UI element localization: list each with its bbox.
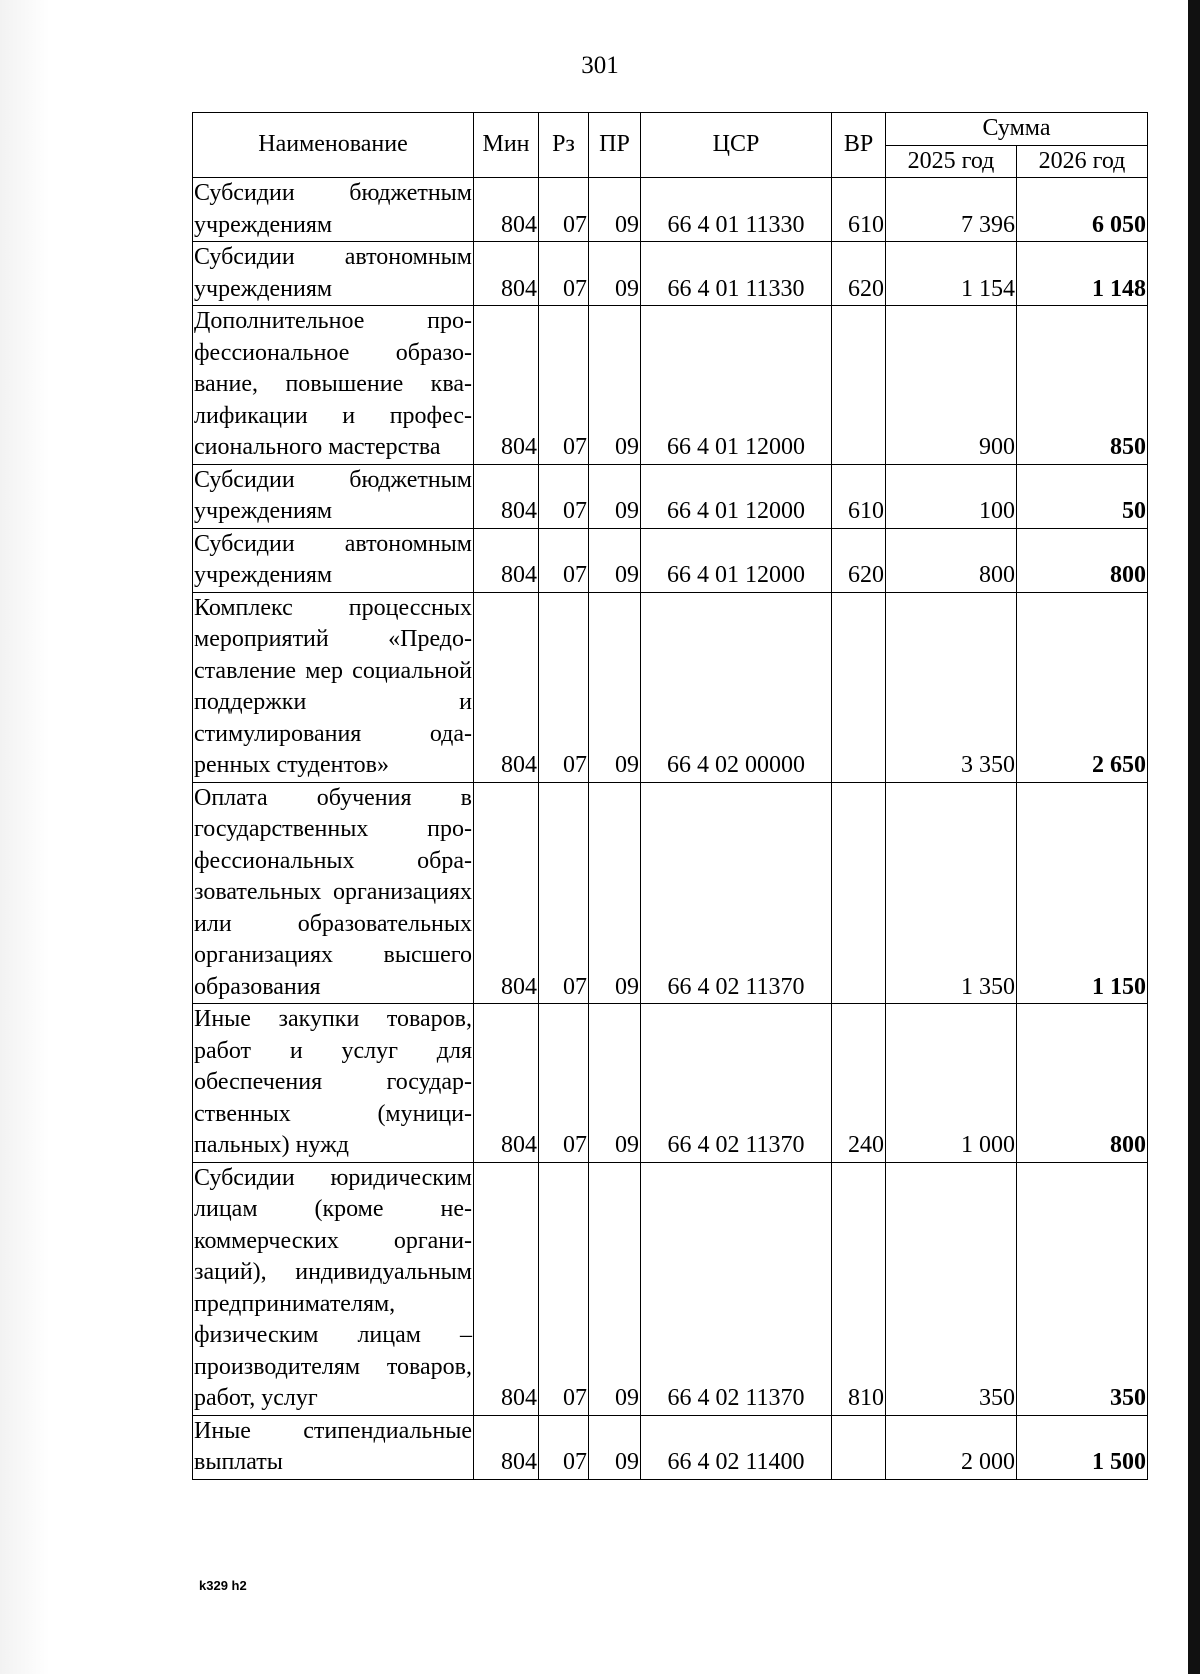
cell-2026: 2 650 [1017, 592, 1148, 782]
cell-min: 804 [474, 242, 539, 306]
cell-rz: 07 [539, 1162, 589, 1415]
header-name: Наименование [193, 113, 474, 178]
cell-vr [832, 1415, 886, 1479]
header-vr: ВР [832, 113, 886, 178]
page-number: 301 [581, 52, 619, 79]
cell-2025: 3 350 [886, 592, 1017, 782]
cell-csr: 66 4 02 11370 [641, 1004, 832, 1163]
cell-2025: 100 [886, 464, 1017, 528]
cell-pr: 09 [589, 782, 641, 1004]
cell-pr: 09 [589, 1415, 641, 1479]
scan-edge-bar [1188, 0, 1200, 1674]
table-row [193, 1004, 1148, 1163]
cell-2025: 1 154 [886, 242, 1017, 306]
cell-min: 804 [474, 464, 539, 528]
cell-rz: 07 [539, 528, 589, 592]
cell-pr: 09 [589, 592, 641, 782]
cell-vr: 810 [832, 1162, 886, 1415]
cell-2026: 850 [1017, 306, 1148, 465]
cell-2025: 2 000 [886, 1415, 1017, 1479]
cell-csr: 66 4 02 11370 [641, 1162, 832, 1415]
cell-vr: 620 [832, 242, 886, 306]
cell-2026: 350 [1017, 1162, 1148, 1415]
header-sum: Сумма [886, 113, 1148, 146]
cell-pr: 09 [589, 1004, 641, 1163]
scan-edge-shadow [0, 0, 50, 1674]
cell-name: Иные стипендиальные выплаты [193, 1415, 474, 1479]
table-row [193, 178, 1148, 242]
cell-name: Субсидии автономным учреждениям [193, 528, 474, 592]
cell-min: 804 [474, 306, 539, 465]
cell-vr [832, 782, 886, 1004]
cell-csr: 66 4 02 11400 [641, 1415, 832, 1479]
cell-vr [832, 592, 886, 782]
cell-name: Иные закупки товаров, работ и услуг для обеспечения государственных (муниципальных) нужд [193, 1004, 474, 1163]
cell-2026: 800 [1017, 1004, 1148, 1163]
cell-min: 804 [474, 592, 539, 782]
table-row [193, 1415, 1148, 1479]
cell-csr: 66 4 02 00000 [641, 592, 832, 782]
table-row [193, 782, 1148, 1004]
cell-pr: 09 [589, 1162, 641, 1415]
table-row [193, 1162, 1148, 1415]
cell-csr: 66 4 01 12000 [641, 528, 832, 592]
cell-csr: 66 4 01 12000 [641, 306, 832, 465]
header-2025: 2025 год [886, 145, 1017, 178]
cell-min: 804 [474, 178, 539, 242]
table-row [193, 306, 1148, 465]
cell-rz: 07 [539, 464, 589, 528]
cell-2026: 1 148 [1017, 242, 1148, 306]
cell-min: 804 [474, 1004, 539, 1163]
cell-min: 804 [474, 1415, 539, 1479]
cell-rz: 07 [539, 306, 589, 465]
header-pr: ПР [589, 113, 641, 178]
cell-2025: 800 [886, 528, 1017, 592]
cell-2026: 1 150 [1017, 782, 1148, 1004]
table-body [193, 178, 1148, 1480]
cell-pr: 09 [589, 178, 641, 242]
cell-csr: 66 4 02 11370 [641, 782, 832, 1004]
cell-name: Субсидии бюджетным учреждениям [193, 178, 474, 242]
cell-vr: 610 [832, 464, 886, 528]
cell-vr [832, 306, 886, 465]
header-csr: ЦСР [641, 113, 832, 178]
cell-rz: 07 [539, 242, 589, 306]
table-row [193, 242, 1148, 306]
cell-2026: 50 [1017, 464, 1148, 528]
cell-vr: 620 [832, 528, 886, 592]
cell-rz: 07 [539, 782, 589, 1004]
table-row [193, 528, 1148, 592]
cell-name: Субсидии автономным учреждениям [193, 242, 474, 306]
cell-csr: 66 4 01 11330 [641, 242, 832, 306]
cell-csr: 66 4 01 11330 [641, 178, 832, 242]
cell-pr: 09 [589, 464, 641, 528]
cell-name: Субсидии бюджетным учреждениям [193, 464, 474, 528]
cell-rz: 07 [539, 1004, 589, 1163]
cell-rz: 07 [539, 592, 589, 782]
cell-pr: 09 [589, 242, 641, 306]
cell-min: 804 [474, 1162, 539, 1415]
header-2026: 2026 год [1017, 145, 1148, 178]
header-min: Мин [474, 113, 539, 178]
cell-min: 804 [474, 528, 539, 592]
cell-pr: 09 [589, 528, 641, 592]
cell-2026: 800 [1017, 528, 1148, 592]
table-row [193, 464, 1148, 528]
cell-name: Оплата обучения в государственных профессиональных образовательных организациях или образовательных организациях высшего образования [193, 782, 474, 1004]
budget-table [192, 112, 1148, 1480]
footer-code: k329 h2 [199, 1578, 247, 1593]
table-header [193, 113, 1148, 178]
cell-2025: 350 [886, 1162, 1017, 1415]
cell-csr: 66 4 01 12000 [641, 464, 832, 528]
cell-name: Комплекс процессных мероприятий «Предоставление мер социальной поддержки и стимулирования одаренных студентов» [193, 592, 474, 782]
cell-rz: 07 [539, 1415, 589, 1479]
cell-min: 804 [474, 782, 539, 1004]
cell-name: Дополнительное профессиональное образование, повышение квалификации и профессионального мастерства [193, 306, 474, 465]
table-row [193, 592, 1148, 782]
cell-2025: 7 396 [886, 178, 1017, 242]
cell-2026: 6 050 [1017, 178, 1148, 242]
cell-2025: 1 350 [886, 782, 1017, 1004]
header-rz: Рз [539, 113, 589, 178]
cell-vr: 240 [832, 1004, 886, 1163]
cell-2025: 900 [886, 306, 1017, 465]
cell-rz: 07 [539, 178, 589, 242]
cell-pr: 09 [589, 306, 641, 465]
cell-2025: 1 000 [886, 1004, 1017, 1163]
cell-name: Субсидии юридическим лицам (кроме некоммерческих организаций), индивидуальным предпринимателям, физическим лицам – производителям товаров, работ, услуг [193, 1162, 474, 1415]
cell-2026: 1 500 [1017, 1415, 1148, 1479]
cell-vr: 610 [832, 178, 886, 242]
